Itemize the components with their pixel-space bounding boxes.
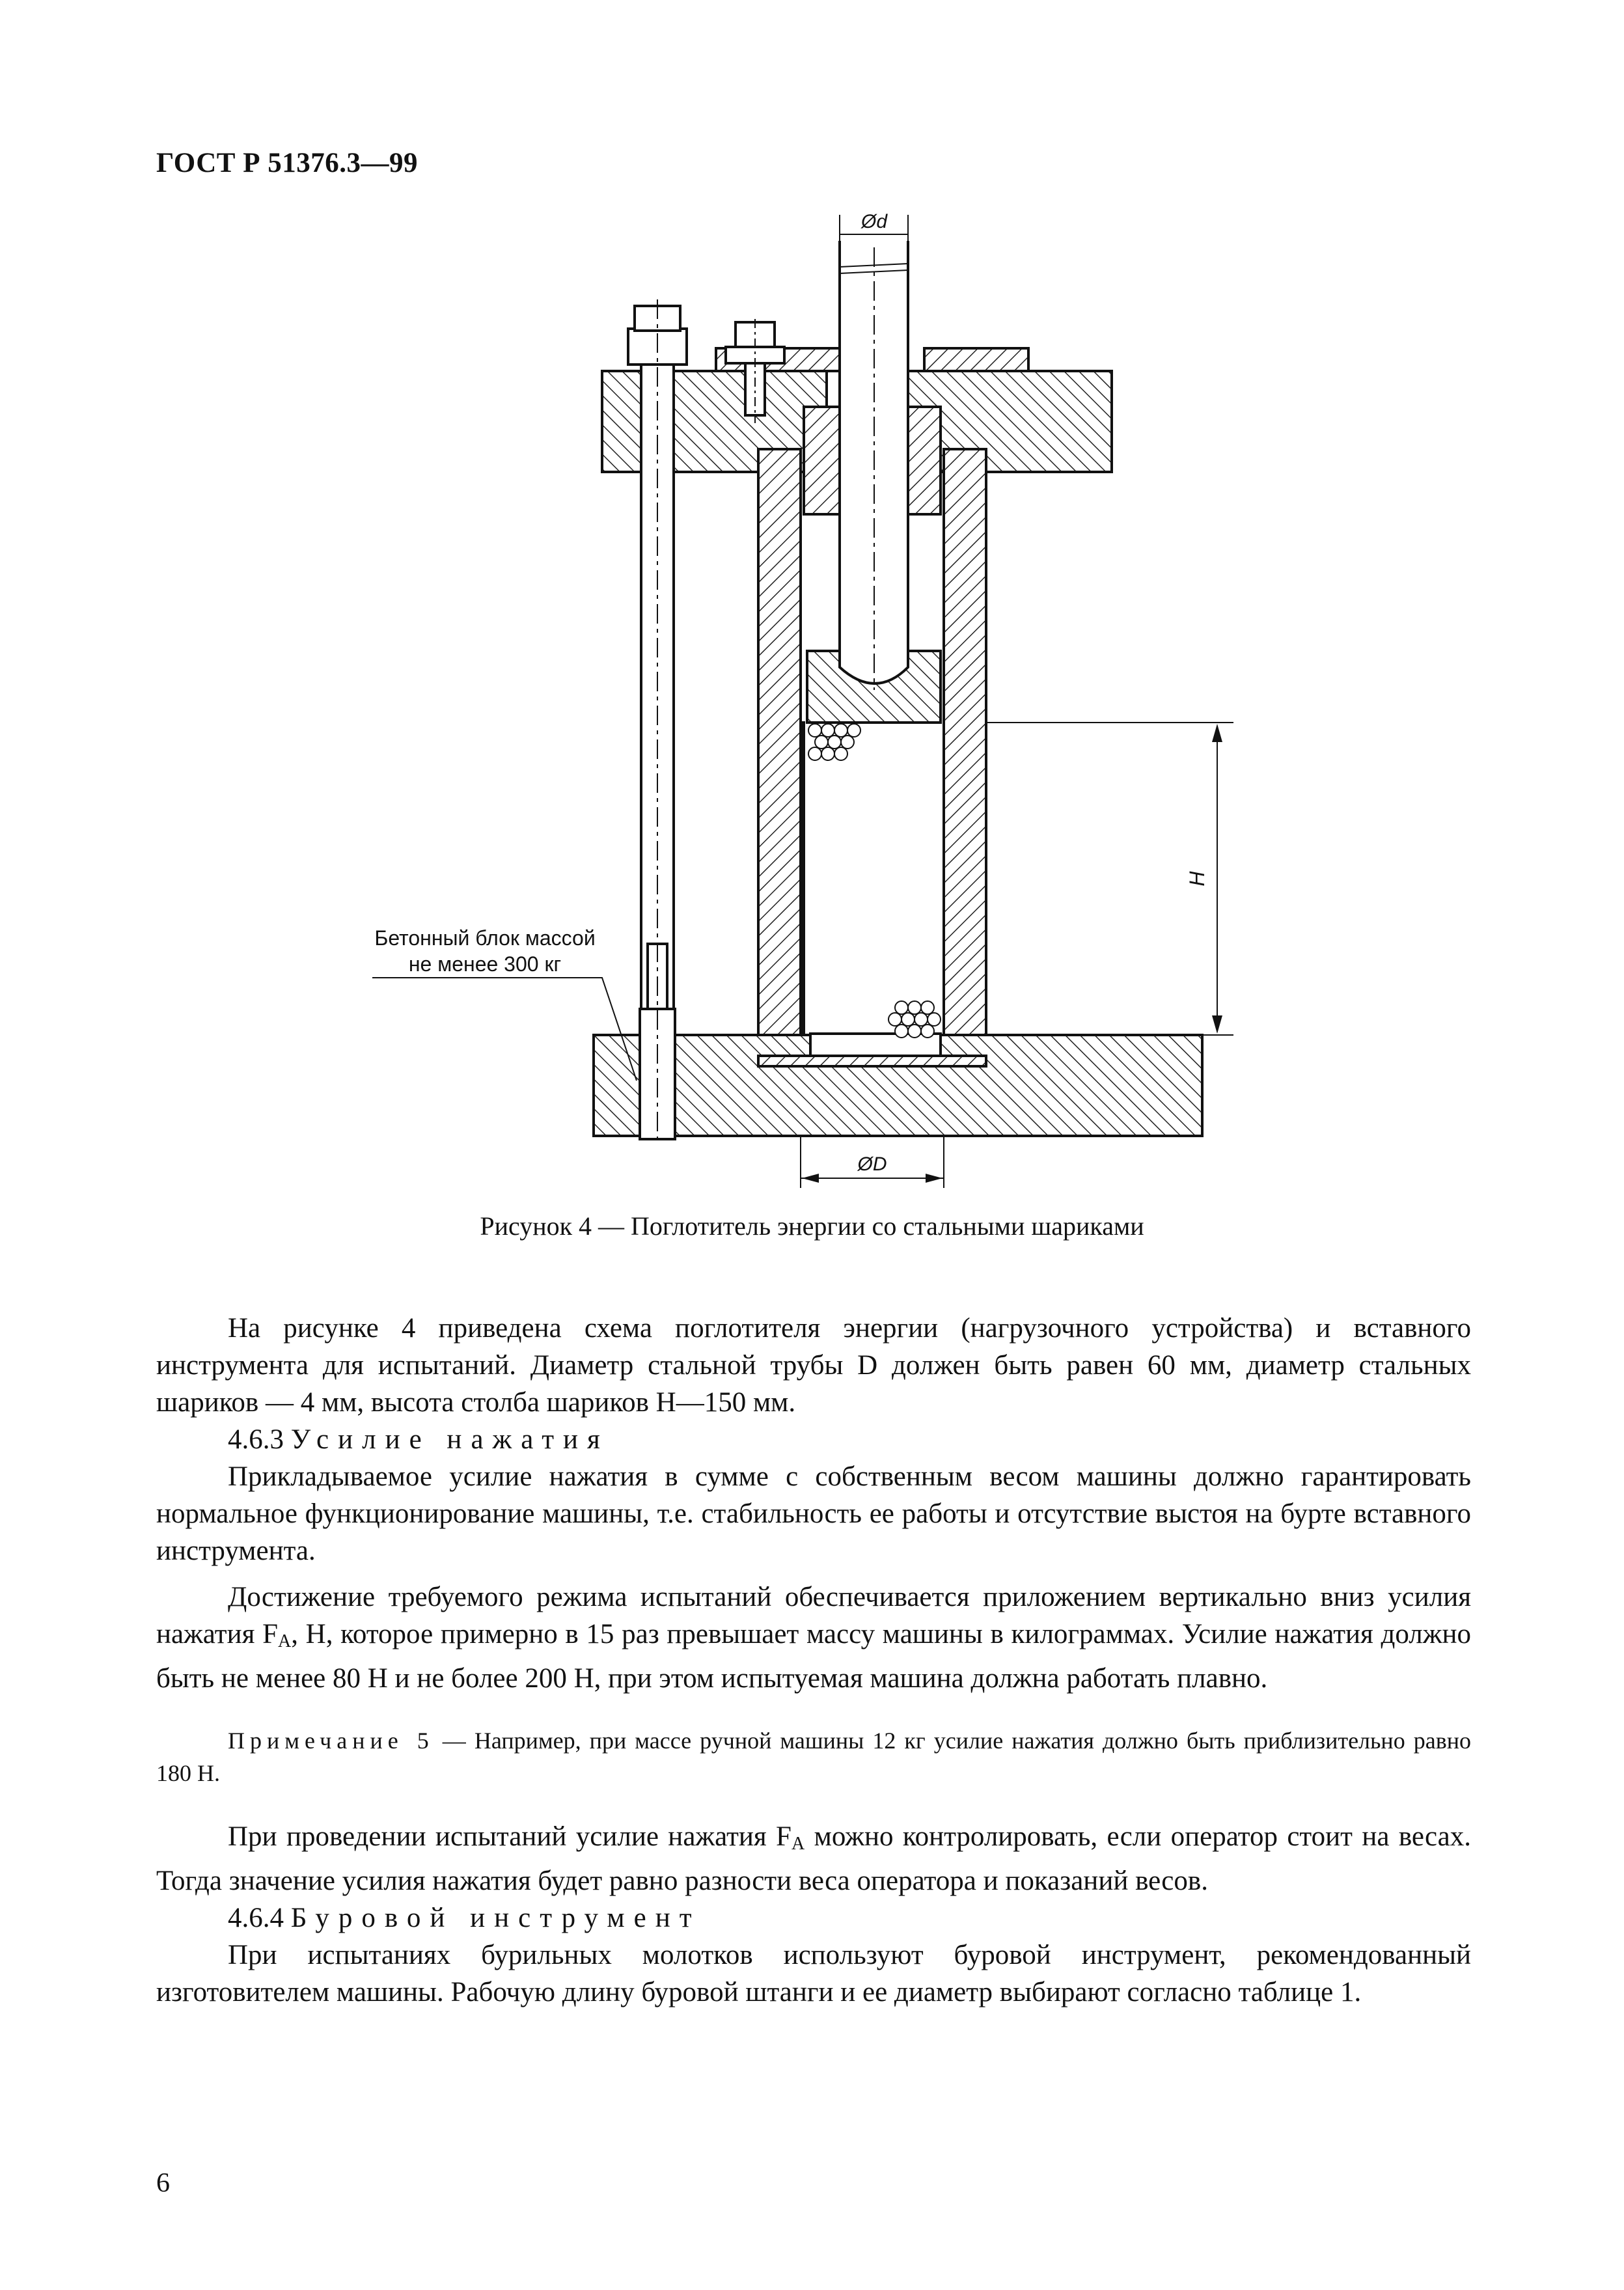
para3-subscript: A	[277, 1631, 292, 1651]
section-4-6-4-heading	[156, 1899, 1471, 1937]
upper-guide-left	[804, 407, 843, 514]
document-code: ГОСТ Р 51376.3—99	[156, 148, 419, 178]
para4-part1: При проведении испытаний усилие нажатия F	[228, 1821, 791, 1852]
body-text	[156, 1310, 1471, 2011]
section-4-6-3-heading	[156, 1421, 1471, 1458]
dim-D-label: ØD	[857, 1153, 887, 1175]
section-title: Буровой инструмент	[290, 1903, 701, 1933]
bottom-disc	[810, 1034, 941, 1056]
paragraph-4	[156, 1818, 1471, 1899]
steel-balls-upper	[808, 724, 860, 760]
dim-H-label: H	[1185, 871, 1209, 887]
para4-subscript: A	[791, 1834, 805, 1854]
para3-part2: , Н, которое примерно в 15 раз превышает массу машины в килограммах. Усилие нажатия должно быть не менее 80 Н и не более 200 Н, при этом испытуемая машина должна работать плавно.	[156, 1619, 1471, 1694]
paragraph-2: Прикладываемое усилие нажатия в сумме с собственным весом машины должно гарантировать нормальное функционирование машины, т.е. стабильность ее работы и отсутствие выстоя на бурте вставного инструмента.	[156, 1461, 1471, 1566]
dim-d-label: Ød	[860, 211, 888, 232]
paragraph-3	[156, 1579, 1471, 1697]
section-number: 4.6.4	[228, 1903, 284, 1933]
para4-part2: можно контролировать, если оператор стоит на весах. Тогда значение усилия нажатия будет равно разности веса оператора и показаний весов.	[156, 1821, 1472, 1896]
steel-balls-lower	[888, 1001, 941, 1038]
paragraph-1: На рисунке 4 приведена схема поглотителя энергии (нагрузочного устройства) и вставного инструмента для испытаний. Диаметр стальной трубы D должен быть равен 60 мм, диаметр стальных шариков — 4 мм, высота столба шариков H—150 мм.	[156, 1313, 1471, 1418]
tube-wall-right	[944, 449, 986, 1064]
section-title: Усилие нажатия	[290, 1424, 609, 1455]
sleeve-left	[801, 723, 804, 1061]
concrete-label-line1: Бетонный блок массой	[374, 926, 596, 950]
tube-bottom	[758, 1056, 986, 1066]
note-text: — Например, при массе ручной машины 12 кг усилие нажатия должно быть приблизительно равно 180 Н.	[156, 1728, 1471, 1786]
note-label: Примечание 5	[228, 1728, 434, 1754]
note-5	[156, 1724, 1471, 1789]
concrete-label-line2: не менее 300 кг	[408, 952, 562, 976]
section-number: 4.6.3	[228, 1424, 284, 1455]
paragraph-5: При испытаниях бурильных молотков используют буровой инструмент, рекомендованный изготовителем машины. Рабочую длину буровой штанги и ее диаметр выбирают согласно таблице 1.	[156, 1940, 1471, 2007]
tube-wall-left	[758, 449, 801, 1064]
figure-caption: Рисунок 4 — Поглотитель энергии со стальными шариками	[480, 1211, 1144, 1241]
page-number: 6	[156, 2168, 170, 2198]
clamp-ring-right	[924, 348, 1028, 371]
para3-part1: Достижение требуемого режима испытаний обеспечивается приложением вертикально вниз усилия нажатия F	[156, 1582, 1471, 1649]
